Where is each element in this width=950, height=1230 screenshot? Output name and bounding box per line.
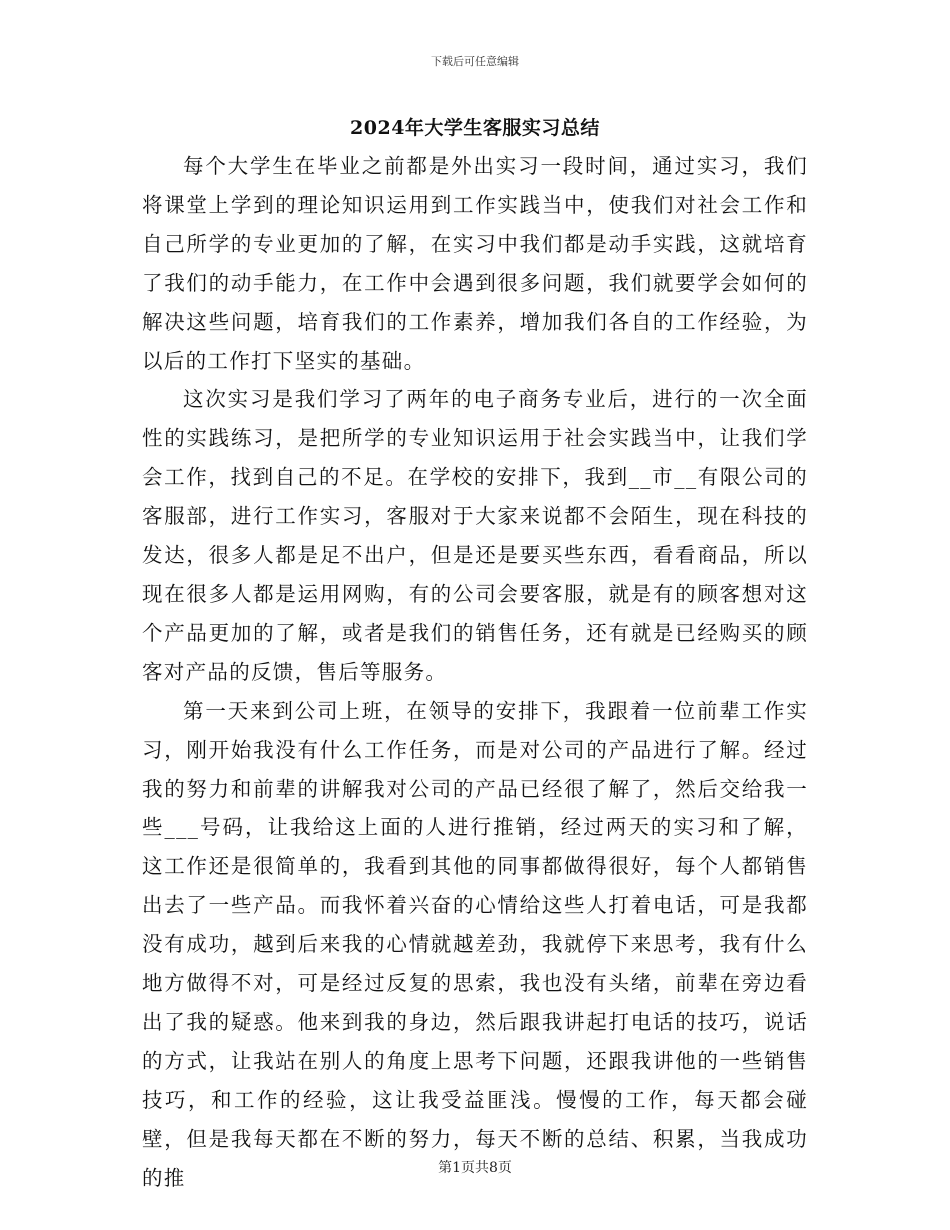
paragraph-2: 这次实习是我们学习了两年的电子商务专业后，进行的一次全面性的实践练习，是把所学的专业知识运用于社会实践当中，让我们学会工作，找到自己的不足。在学校的安排下，我到__市__有限公司的客服部，进行工作实习，客服对于大家来说都不会陌生，现在科技的发达，很多人都是足不出户，但是还是要买些东西，看看商品，所以现在很多人都是运用网购，有的公司会要客服，就是有的顾客想对这个产品更加的了解，或者是我们的销售任务，还有就是已经购买的顾客对产品的反馈，售后等服务。 <box>142 387 808 684</box>
paragraph-1: 每个大学生在毕业之前都是外出实习一段时间，通过实习，我们将课堂上学到的理论知识运用到工作实践当中，使我们对社会工作和自己所学的专业更加的了解，在实习中我们都是动手实践，这就培育了我们的动手能力，在工作中会遇到很多问题，我们就要学会如何的解决这些问题，培育我们的工作素养，增加我们各自的工作经验，为以后的工作打下坚实的基础。 <box>142 154 808 373</box>
header-note: 下载后可任意编辑 <box>431 55 519 68</box>
page-number: 第1页共8页 <box>438 1160 512 1176</box>
document-title: 2024年大学生客服实习总结 <box>350 117 600 139</box>
document-body <box>142 147 808 1197</box>
paragraph-3: 第一天来到公司上班，在领导的安排下，我跟着一位前辈工作实习，刚开始我没有什么工作任务，而是对公司的产品进行了解。经过我的努力和前辈的讲解我对公司的产品已经很了解了，然后交给我一些___号码，让我给这上面的人进行推销，经过两天的实习和了解，这工作还是很简单的，我看到其他的同事都做得很好，每个人都销售出去了一些产品。而我怀着兴奋的心情给这些人打着电话，可是我都没有成功，越到后来我的心情就越差劲，我就停下来思考，我有什么地方做得不对，可是经过反复的思索，我也没有头绪，前辈在旁边看出了我的疑惑。他来到我的身边，然后跟我讲起打电话的技巧，说话的方式，让我站在别人的角度上思考下问题，还跟我讲他的一些销售技巧，和工作的经验，这让我受益匪浅。慢慢的工作，每天都会碰壁，但是我每天都在不断的努力，每天不断的总结、积累，当我成功的推 <box>142 698 808 1190</box>
